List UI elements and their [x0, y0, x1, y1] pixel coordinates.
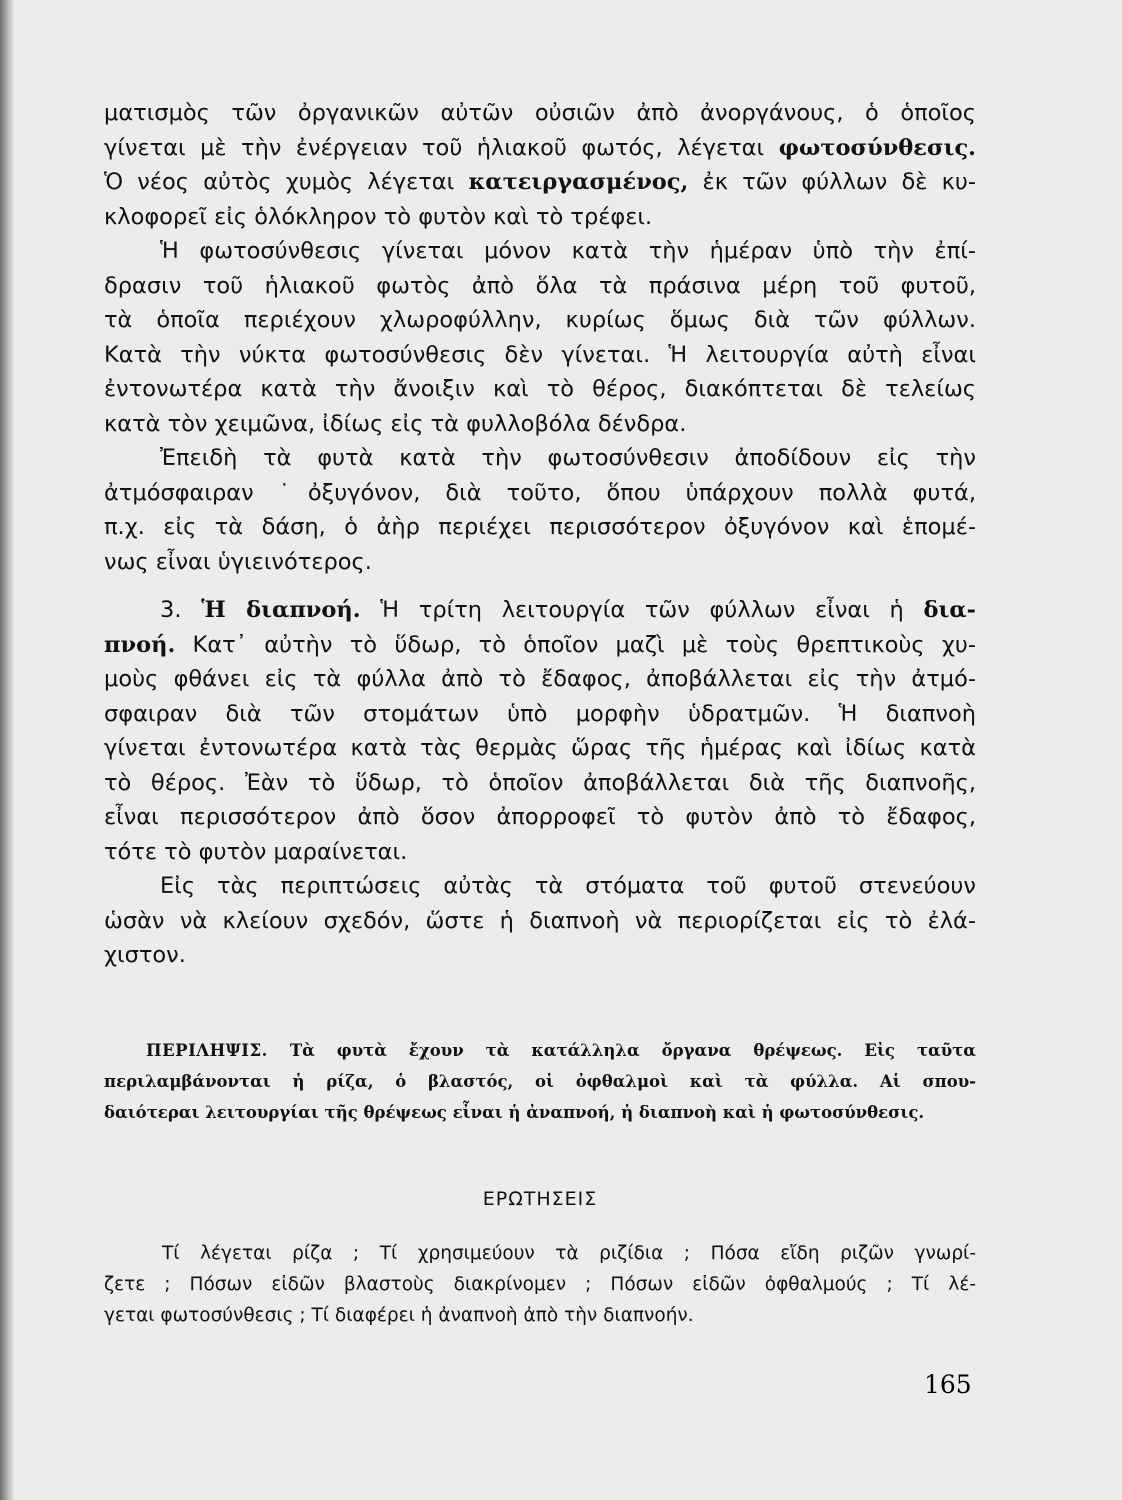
text-line: σφαιραν διὰ τῶν στομάτων ὑπὸ μορφὴν ὑδρατμῶν. Ἡ διαπνοὴ	[104, 700, 976, 727]
text-line	[104, 628, 976, 663]
text-line: ἀτμόσφαιραν ˙ὀξυγόνον, διὰ τοῦτο, ὅπου ὑπάρχουν πολλὰ φυτά,	[104, 479, 976, 506]
text-line: γίνεται ἐντονωτέρα κατὰ τὰς θερμὰς ὥρας τῆς ἡμέρας καὶ ἰδίως κατὰ	[104, 735, 976, 761]
text-line	[104, 593, 976, 628]
summary-line: δαιότεραι λειτουργίαι τῆς θρέψεως εἶναι ἡ ἀναπνοή, ἡ διαπνοὴ καὶ ἡ φωτοσύνθεσις.	[104, 1102, 925, 1122]
text-line: νως εἶναι ὑγιεινότερος.	[104, 548, 372, 575]
section-title: Ἡ διαπνοή.	[201, 597, 361, 623]
text-line: Ἐπειδὴ τὰ φυτὰ κατὰ τὴν φωτοσύνθεσιν ἀποδίδουν εἰς τὴν	[160, 445, 976, 471]
questions-heading: ΕΡΩΤΗΣΕΙΣ	[482, 1187, 598, 1210]
text-span: γίνεται μὲ τὴν ἐνέργειαν τοῦ ἡλιακοῦ φωτός, λέγεται	[104, 134, 779, 161]
text-span: Κατ᾽ αὐτὴν τὸ ὕδωρ, τὸ ὁποῖον μαζὶ μὲ τοὺς θρεπτικοὺς χυ-	[175, 631, 976, 658]
text-line: τὸ θέρος. Ἐὰν τὸ ὕδωρ, τὸ ὁποῖον ἀποβάλλεται διὰ τῆς διαπνοῆς,	[104, 769, 976, 796]
term-photosynthesis: φωτοσύνθεσις.	[778, 134, 976, 161]
summary-line: περιλαμβάνονται ἡ ρίζα, ὁ βλαστός, οἱ ὀφθαλμοὶ καὶ τὰ φύλλα. Αἱ σπου-	[104, 1071, 976, 1091]
question-line: Τί λέγεται ρίζα ; Τί χρησιμεύουν τὰ ριζίδια ; Πόσα εἴδη ριζῶν γνωρί-	[162, 1243, 976, 1264]
text-span: ἐκ τῶν φύλλων δὲ κυ-	[688, 169, 976, 195]
text-line: εἶναι περισσότερον ἀπὸ ὅσον ἀπορροφεῖ τὸ φυτὸν ἀπὸ τὸ ἔδαφος,	[104, 804, 976, 830]
text-span: Τὰ φυτὰ ἔχουν τὰ κατάλληλα ὄργανα θρέψεως. Εἰς ταῦτα	[267, 1040, 976, 1060]
text-line: Εἰς τὰς περιπτώσεις αὐτὰς τὰ στόματα τοῦ φυτοῦ στενεύουν	[160, 873, 976, 899]
text-line: χιστον.	[104, 942, 186, 968]
paragraph-oxygen	[104, 441, 976, 579]
text-line: κλοφορεῖ εἰς ὁλόκληρον τὸ φυτὸν καὶ τὸ τρέφει.	[104, 203, 653, 230]
text-line: π.χ. εἰς τὰ δάση, ὁ ἀὴρ περιέχει περισσότερον ὀξυγόνον καὶ ἑπομέ-	[104, 514, 976, 540]
text-line: Ἡ φωτοσύνθεσις γίνεται μόνον κατὰ τὴν ἡμέραν ὑπὸ τὴν ἐπί-	[160, 238, 976, 264]
text-line: δρασιν τοῦ ἡλιακοῦ φωτὸς ἀπὸ ὅλα τὰ πράσινα μέρη τοῦ φυτοῦ,	[104, 272, 976, 299]
summary-line	[104, 1035, 976, 1066]
text-line: κατὰ τὸν χειμῶνα, ἰδίως εἰς τὰ φυλλοβόλα δένδρα.	[104, 410, 687, 437]
text-line: μοὺς φθάνει εἰς τὰ φύλλα ἀπὸ τὸ ἔδαφος, ἀποβάλλεται εἰς τὴν ἀτμό-	[104, 666, 976, 692]
question-line: γεται φωτοσύνθεσις ; Τί διαφέρει ἡ ἀναπνοὴ ἀπὸ τὴν διαπνοήν.	[104, 1305, 694, 1326]
text-span: Ἡ τρίτη λειτουργία τῶν φύλλων εἶναι ἡ	[360, 597, 924, 623]
page-left-edge-shadow	[0, 0, 14, 1500]
paragraph-photosynthesis-intro	[104, 96, 976, 234]
summary-block	[104, 1035, 976, 1128]
question-line: ζετε ; Πόσων εἰδῶν βλαστοὺς διακρίνομεν ; Πόσων εἰδῶν ὀφθαλμούς ; Τί λέ-	[104, 1274, 976, 1295]
text-line: Κατὰ τὴν νύκτα φωτοσύνθεσις δὲν γίνεται. Ἡ λειτουργία αὐτὴ εἶναι	[104, 341, 976, 368]
paragraph-transpiration	[104, 593, 976, 869]
text-line	[104, 165, 976, 200]
text-line: τὰ ὁποῖα περιέχουν χλωροφύλλην, κυρίως ὅμως διὰ τῶν φύλλων.	[104, 307, 976, 333]
term-transpiration: δια-	[923, 597, 976, 623]
page-number: 165	[924, 1370, 972, 1399]
paragraph-stomata	[104, 869, 976, 973]
term-processed-sap: κατειργασμένος,	[468, 169, 689, 195]
section-number: 3.	[160, 597, 202, 623]
text-line: ὡσὰν νὰ κλείουν σχεδόν, ὥστε ἡ διαπνοὴ νὰ περιορίζεται εἰς τὸ ἐλά-	[104, 907, 976, 934]
text-line: ἐντονωτέρα κατὰ τὴν ἄνοιξιν καὶ τὸ θέρος, διακόπτεται δὲ τελείως	[104, 376, 976, 402]
text-line: ματισμὸς τῶν ὀργανικῶν αὐτῶν οὐσιῶν ἀπὸ ἀνοργάνους, ὁ ὁποῖος	[104, 100, 976, 126]
questions-block	[104, 1238, 976, 1331]
term-transpiration-end: πνοή.	[104, 631, 176, 658]
paragraph-photosynthesis-daytime	[104, 234, 976, 441]
summary-label: ΠΕΡΙΛΗΨΙΣ.	[146, 1040, 268, 1060]
text-line: τότε τὸ φυτὸν μαραίνεται.	[104, 838, 408, 865]
text-span: Ὁ νέος αὐτὸς χυμὸς λέγεται	[104, 169, 469, 195]
text-line	[104, 131, 976, 166]
page-body	[104, 96, 976, 1331]
